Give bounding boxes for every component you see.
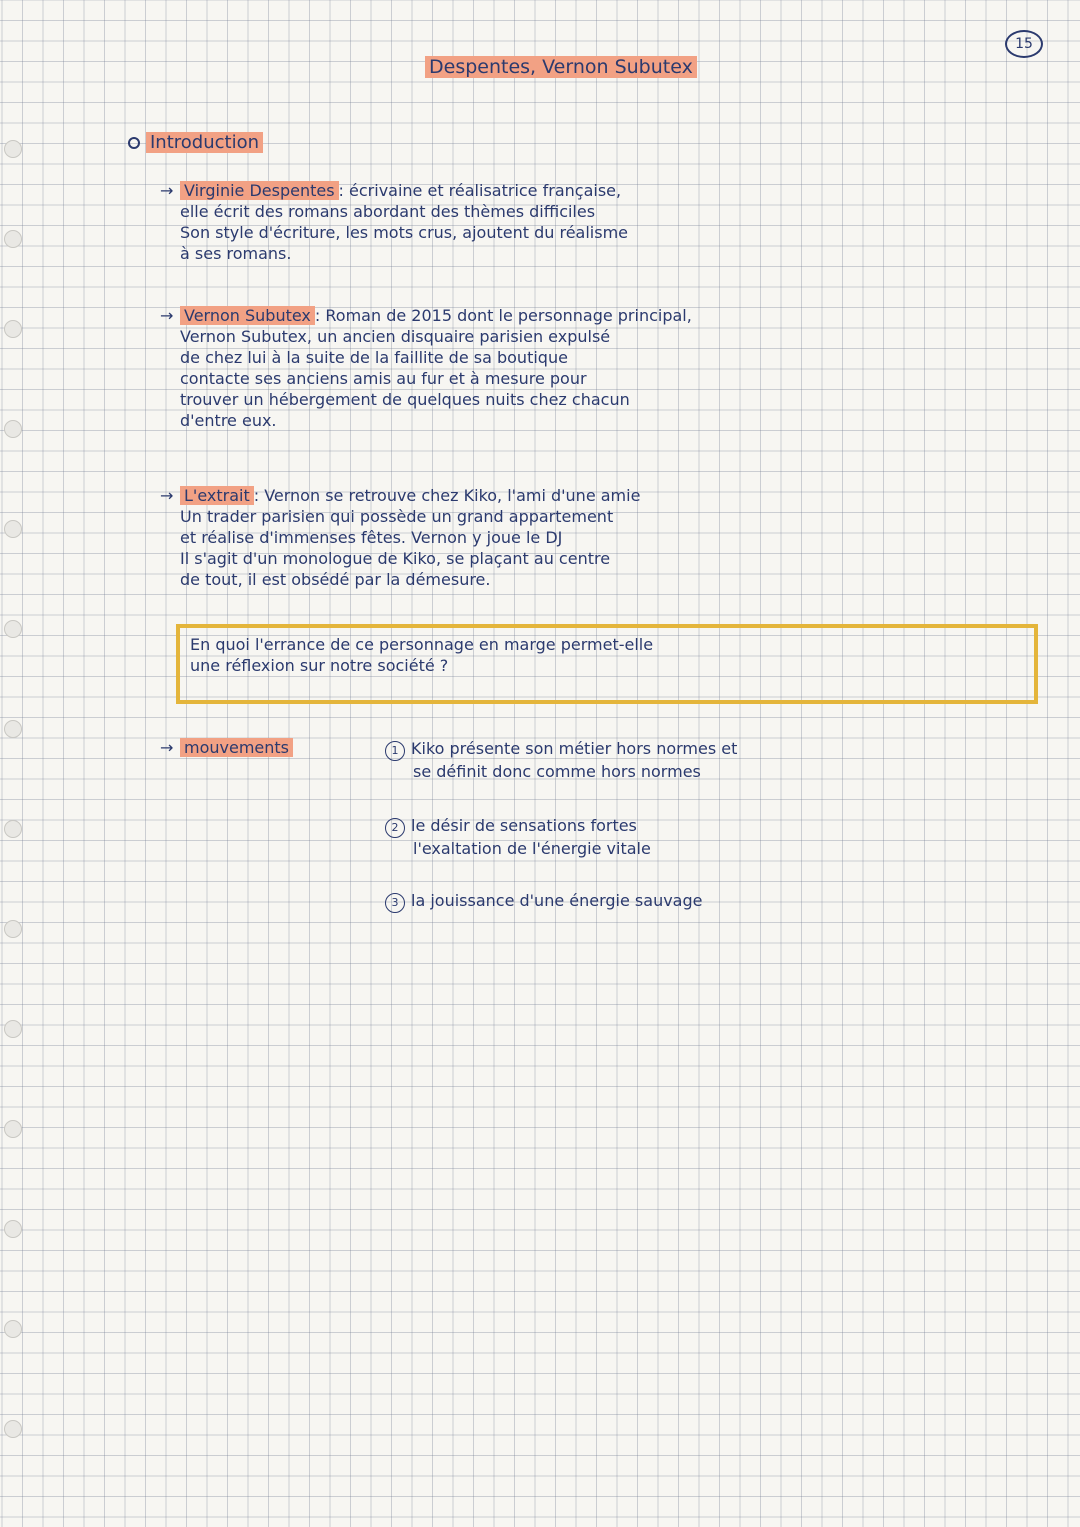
intro-heading (128, 132, 263, 153)
paragraph-line: Vernon Subutex, un ancien disquaire parisien expulsé (180, 327, 611, 346)
binder-holes (0, 0, 40, 1527)
mouvement-line: l'exaltation de l'énergie vitale (413, 839, 651, 858)
mouvement-item-3 (385, 890, 702, 913)
paragraph-line (160, 180, 1020, 201)
problematique-box (176, 624, 1038, 704)
page-number: 15 (1005, 30, 1043, 58)
paragraph-line (160, 305, 1020, 326)
paragraph-line: trouver un hébergement de quelques nuits chez chacun (180, 390, 630, 409)
paragraph-line: Son style d'écriture, les mots crus, ajoutent du réalisme (180, 223, 629, 242)
binder-hole (4, 920, 22, 938)
binder-hole (4, 820, 22, 838)
arrow-icon: → (160, 486, 174, 505)
mouvement-line (385, 815, 651, 838)
mouvement-item-2 (385, 815, 651, 859)
binder-hole (4, 230, 22, 248)
arrow-icon: → (160, 306, 174, 325)
binder-hole (4, 140, 22, 158)
mouvement-line: se définit donc comme hors normes (413, 762, 701, 781)
problematique-line: une réflexion sur notre société ? (190, 656, 449, 675)
arrow-icon: → (160, 738, 174, 757)
mouvement-line (385, 738, 737, 761)
bullet-icon (128, 137, 140, 149)
paragraph-text: : Vernon se retrouve chez Kiko, l'ami d'une amie (253, 486, 641, 505)
binder-hole (4, 1320, 22, 1338)
mouvement-number: 2 (385, 818, 405, 838)
paragraph-author (160, 180, 1020, 264)
binder-hole (4, 520, 22, 538)
mouvement-number: 3 (385, 893, 405, 913)
mouvement-item-1 (385, 738, 737, 782)
paragraph-line: elle écrit des romans abordant des thèmes difficiles (180, 202, 596, 221)
mouvements-label-text: mouvements (180, 738, 293, 757)
paragraph-line: à ses romans. (180, 244, 292, 263)
paragraph-line: et réalise d'immenses fêtes. Vernon y joue le DJ (180, 528, 563, 547)
paragraph-label: Virginie Despentes (180, 181, 339, 200)
paragraph-line: Un trader parisien qui possède un grand appartement (180, 507, 614, 526)
mouvement-text: Kiko présente son métier hors normes et (411, 739, 738, 758)
mouvement-text: la jouissance d'une énergie sauvage (411, 891, 703, 910)
paragraph-extract (160, 485, 1020, 590)
paragraph-line: de tout, il est obsédé par la démesure. (180, 570, 491, 589)
paragraph-line: Il s'agit d'un monologue de Kiko, se plaçant au centre (180, 549, 611, 568)
paragraph-line: contacte ses anciens amis au fur et à mesure pour (180, 369, 587, 388)
paragraph-text: : écrivaine et réalisatrice française, (338, 181, 622, 200)
paragraph-label: Vernon Subutex (180, 306, 315, 325)
problematique-line: En quoi l'errance de ce personnage en marge permet-elle (190, 635, 654, 654)
paragraph-line: de chez lui à la suite de la faillite de sa boutique (180, 348, 568, 367)
page-title (425, 56, 697, 78)
binder-hole (4, 1220, 22, 1238)
paragraph-line: d'entre eux. (180, 411, 277, 430)
paragraph-text: : Roman de 2015 dont le personnage principal, (314, 306, 692, 325)
binder-hole (4, 1020, 22, 1038)
binder-hole (4, 720, 22, 738)
binder-hole (4, 420, 22, 438)
mouvement-line (385, 890, 702, 913)
arrow-icon: → (160, 181, 174, 200)
paragraph-label: L'extrait (180, 486, 254, 505)
binder-hole (4, 320, 22, 338)
binder-hole (4, 620, 22, 638)
mouvement-text: le désir de sensations fortes (411, 816, 637, 835)
binder-hole (4, 1120, 22, 1138)
mouvements-label (160, 738, 293, 757)
mouvement-number: 1 (385, 741, 405, 761)
intro-heading-text: Introduction (146, 132, 263, 153)
paragraph-line (160, 485, 1020, 506)
page-title-text: Despentes, Vernon Subutex (425, 56, 697, 78)
binder-hole (4, 1420, 22, 1438)
paragraph-novel (160, 305, 1020, 431)
